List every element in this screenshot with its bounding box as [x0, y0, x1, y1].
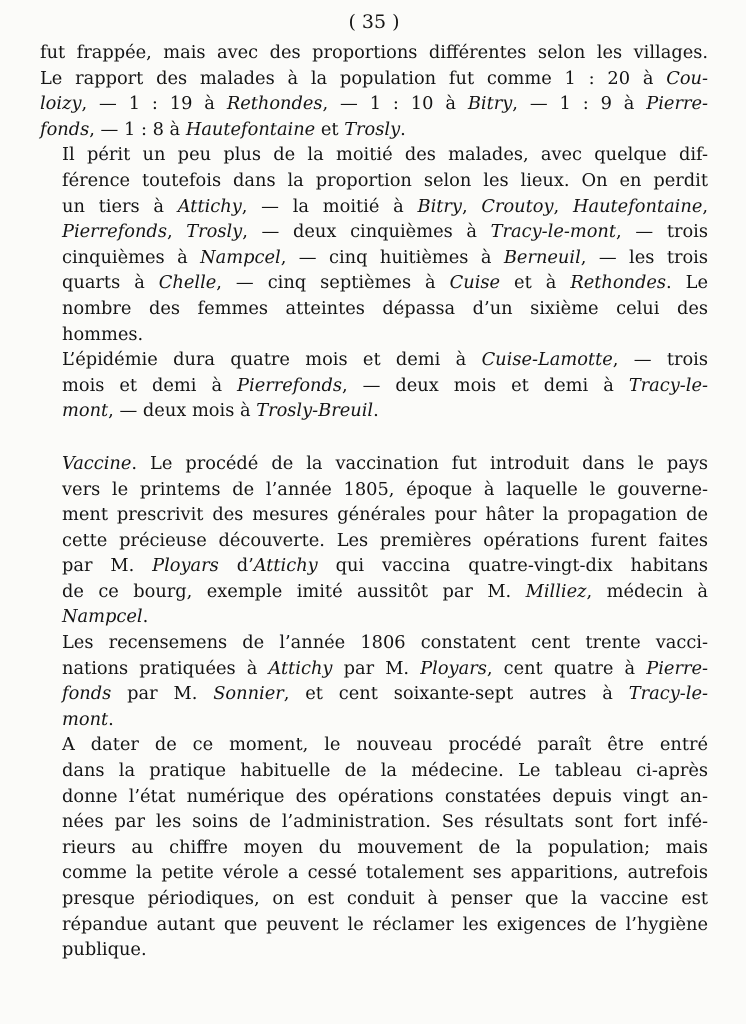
text-fragment: par M. [332, 657, 421, 679]
text-fragment: , et cent soixante-sept autres à [283, 683, 629, 705]
text-line [40, 553, 708, 579]
italic-text: Bitry [417, 195, 462, 217]
text-line [40, 809, 708, 835]
text-fragment: L’épidémie dura quatre mois et demi à [62, 349, 482, 371]
paragraph-p3 [40, 347, 708, 424]
text-fragment: rieurs au chiffre moyen du mouvement de la population; mais [62, 836, 708, 858]
text-fragment: , — la moitié à [241, 195, 418, 217]
italic-text: Berneuil [503, 246, 581, 268]
paragraph-p1 [40, 40, 708, 142]
italic-text: Pierrefonds [237, 374, 342, 396]
text-line [40, 758, 708, 784]
text-fragment: , [166, 221, 187, 243]
text-line [40, 630, 708, 656]
text-fragment: publique. [62, 939, 147, 961]
text-line [40, 860, 708, 886]
italic-text: Rethondes [570, 272, 667, 294]
text-fragment: presque périodiques, on est conduit à penser que la vaccine est [62, 888, 708, 909]
text-fragment: comme la petite vérole a cessé totalement ses apparitions, autrefois [62, 862, 708, 884]
text-line [40, 398, 708, 424]
text-line [40, 681, 708, 707]
text-fragment: , — 1 : 19 à [81, 93, 227, 115]
text-fragment: , — trois [616, 221, 708, 243]
italic-text: fonds [40, 118, 90, 140]
text-fragment: , [702, 195, 708, 217]
italic-text: Trosly [344, 118, 401, 140]
text-fragment: cette précieuse découverte. Les premières opérations furent faites [62, 529, 708, 551]
italic-text: Nampcel [62, 606, 143, 628]
text-line [40, 373, 708, 399]
text-line [40, 502, 708, 528]
text-fragment: , — deux cinquièmes à [242, 221, 491, 243]
text-line [40, 477, 708, 503]
text-fragment: , — cinq huitièmes à [280, 246, 504, 268]
page-number: ( 35 ) [348, 11, 400, 33]
italic-text: Hautefontaine [185, 118, 316, 140]
text-line [40, 912, 708, 938]
text-fragment: , médecin à [586, 580, 708, 602]
text-fragment: quarts à [62, 272, 159, 294]
text-fragment: de ce bourg, exemple imité aussitôt par M. [62, 580, 526, 602]
text-fragment: répandue autant que peuvent le réclamer les exigences de l’hygiène [62, 913, 708, 935]
text-line [40, 40, 708, 66]
italic-text: Bitry [467, 93, 513, 115]
italic-text: Trosly-Breuil [256, 400, 374, 422]
italic-text: fonds [62, 683, 112, 705]
text-line [40, 784, 708, 810]
italic-text: Attichy [268, 657, 333, 679]
text-line [40, 732, 708, 758]
text-line [40, 117, 708, 143]
italic-text: Chelle [158, 272, 217, 294]
text-line [40, 937, 708, 963]
text-fragment: . [373, 400, 379, 422]
italic-text: Pierre- [646, 657, 708, 679]
text-fragment: donne l’état numérique des opérations constatées depuis vingt an- [62, 785, 708, 807]
text-fragment: par M. [111, 683, 214, 705]
text-fragment: et [315, 118, 345, 140]
text-fragment: . [400, 118, 406, 140]
italic-text: Cou- [666, 67, 708, 89]
italic-text: mont [62, 400, 109, 422]
italic-text: Hautefontaine [572, 195, 703, 217]
italic-text: Cuise-Lamotte [481, 349, 613, 371]
text-fragment: , cent quatre à [486, 657, 647, 679]
text-fragment: nombre des femmes atteintes dépassa d’un sixième celui des [62, 297, 708, 319]
italic-text: Rethondes [226, 93, 323, 115]
text-fragment: . Le [666, 272, 708, 294]
text-fragment: . Le procédé de la vaccination fut introduit dans le pays [131, 452, 708, 474]
text-fragment: , — 1 : 9 à [512, 93, 647, 115]
text-line [40, 579, 708, 605]
text-fragment: , — deux mois et demi à [342, 374, 629, 396]
italic-text: Nampcel [200, 246, 281, 268]
text-fragment: dans la pratique habituelle de la médecine. Le tableau ci-après [62, 760, 708, 782]
text-fragment: un tiers à [62, 195, 178, 217]
text-fragment: Il périt un peu plus de la moitié des malades, avec quelque dif- [62, 144, 708, 166]
text-fragment: nations pratiquées à [62, 657, 269, 679]
text-fragment: . [142, 606, 149, 628]
italic-text: Pierrefonds [62, 221, 167, 243]
text-line [40, 66, 708, 92]
paragraph-p5 [40, 630, 708, 732]
text-fragment: fut frappée, mais avec des proportions différentes selon les villages. [40, 42, 708, 63]
italic-text: Cuise [449, 272, 501, 294]
italic-text: Trosly [186, 221, 243, 243]
text-line [40, 604, 708, 630]
text-line [40, 886, 708, 912]
text-fragment: , — deux mois à [108, 400, 257, 422]
italic-text: Tracy-le- [628, 683, 708, 705]
paragraph-p4 [40, 451, 708, 630]
text-line [40, 322, 708, 348]
italic-text: Attichy [177, 195, 242, 217]
text-fragment: , — 1 : 8 à [89, 118, 186, 140]
italic-text: Pierre- [646, 93, 708, 115]
italic-text: mont [62, 708, 109, 730]
text-fragment: A dater de ce moment, le nouveau procédé paraît être entré [62, 734, 708, 756]
italic-text: Milliez [525, 580, 587, 602]
text-line [40, 656, 708, 682]
text-line [40, 142, 708, 168]
italic-text: Tracy-le-mont [490, 221, 617, 243]
text-fragment: cinquièmes à [62, 246, 201, 268]
text-line [40, 347, 708, 373]
italic-text: Ployars [152, 555, 219, 577]
italic-text: loizy [40, 93, 82, 115]
text-line [40, 91, 708, 117]
text-fragment: , — cinq septièmes à [216, 272, 450, 294]
text-line [40, 245, 708, 271]
text-line [40, 451, 708, 477]
text-fragment: et à [500, 272, 571, 294]
text-fragment: férence toutefois dans la proportion selon les lieux. On en perdit [62, 169, 708, 191]
text-line [40, 219, 708, 245]
text-fragment: nées par les soins de l’administration. Ses résultats sont fort infé- [62, 811, 708, 833]
text-line [40, 835, 708, 861]
text-fragment: , — 1 : 10 à [322, 93, 468, 115]
text-line [40, 707, 708, 733]
italic-text: Tracy-le- [628, 374, 709, 396]
text-line [40, 528, 708, 554]
text-line [40, 296, 708, 322]
text-fragment: , — les trois [580, 246, 708, 268]
text-line [40, 194, 708, 220]
text-fragment: hommes. [62, 323, 144, 345]
paragraph-p6 [40, 732, 708, 962]
text-fragment: . [108, 708, 114, 730]
italic-text: Attichy [253, 555, 318, 577]
text-fragment: mois et demi à [62, 374, 238, 396]
text-fragment: par M. [62, 555, 153, 577]
text-fragment: Les recensemens de l’année 1806 constatent cent trente vacci- [62, 632, 708, 654]
text-fragment: Le rapport des malades à la population fut comme 1 : 20 à [40, 67, 667, 89]
italic-text: Sonnier [213, 683, 284, 705]
text-line [40, 168, 708, 194]
italic-text: Ployars [420, 657, 487, 679]
text-fragment: qui vaccina quatre-vingt-dix habitans [317, 555, 709, 577]
text-fragment: , [461, 195, 482, 217]
italic-text: Vaccine [62, 452, 132, 474]
paragraph-p2 [40, 142, 708, 347]
text-fragment: d’ [218, 555, 254, 577]
text-fragment: ment prescrivit des mesures générales pour hâter la propagation de [62, 504, 708, 526]
text-fragment: , — trois [612, 349, 708, 371]
italic-text: Croutoy [481, 195, 554, 217]
text-fragment: vers le printems de l’année 1805, époque à laquelle le gouverne- [62, 478, 708, 500]
text-fragment: , [553, 195, 573, 217]
text-line [40, 270, 708, 296]
body-text [40, 40, 708, 963]
